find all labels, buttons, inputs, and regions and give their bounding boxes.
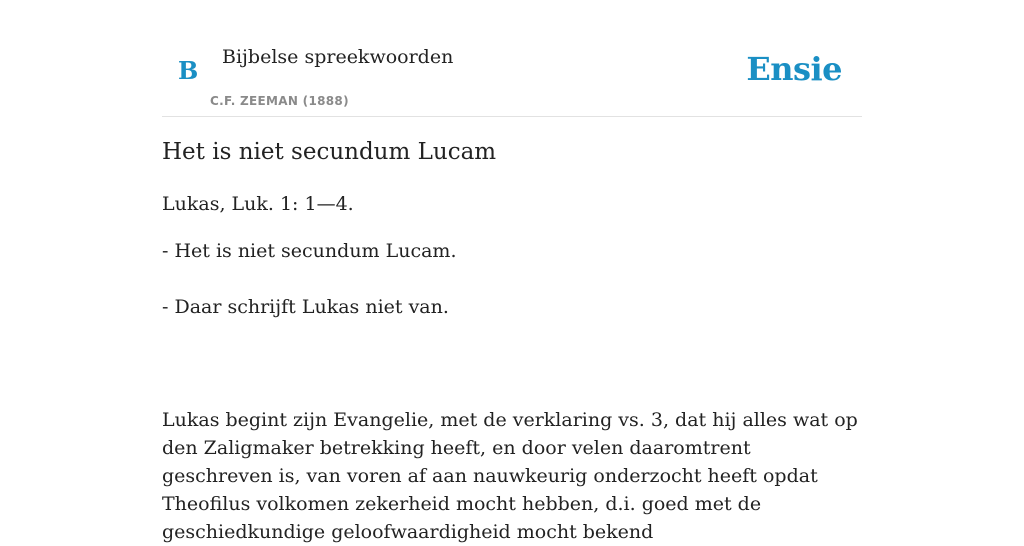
book-header (162, 0, 862, 117)
book-initial-icon[interactable]: B (178, 56, 199, 85)
ensie-logo-link[interactable]: Ensie (746, 50, 842, 88)
book-title-link[interactable]: Bijbelse spreekwoorden (222, 46, 454, 68)
bible-reference: Lukas, Luk. 1: 1—4. (162, 193, 354, 215)
proverb-line-2: - Daar schrijft Lukas niet van. (162, 296, 449, 318)
book-author: C.F. ZEEMAN (1888) (210, 94, 349, 108)
article-body-paragraph: Lukas begint zijn Evangelie, met de verklaring vs. 3, dat hij alles wat op den Zaligmaker betrekking heeft, en door velen daaromtrent geschreven is, van voren af aan nauwkeurig onderzocht heeft opdat Theofilus volkomen zekerheid mocht hebben, d.i. goed met de geschiedkundige geloofwaardigheid mocht bekend (162, 409, 858, 543)
article-title: Het is niet secundum Lucam (162, 139, 497, 165)
page-container (162, 0, 862, 543)
proverb-line-1: - Het is niet secundum Lucam. (162, 240, 457, 262)
